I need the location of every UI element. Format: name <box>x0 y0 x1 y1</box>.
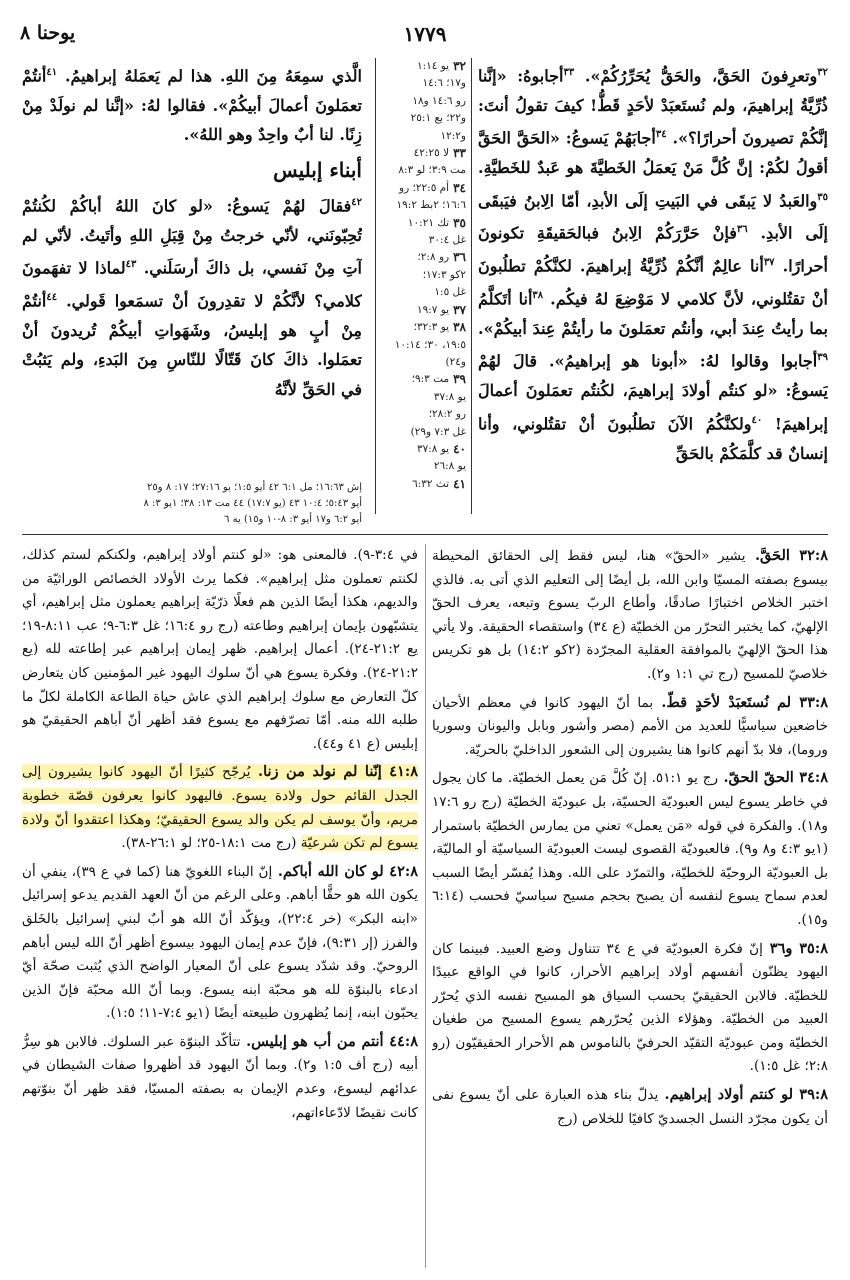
scripture-column-right <box>478 58 828 528</box>
commentary-label: ٣٢:٨ الحَقَّ. <box>745 547 828 564</box>
cross-reference-text: غل ١:٥ <box>434 286 466 299</box>
cross-reference-line <box>380 145 466 162</box>
scripture-text-right <box>478 58 828 468</box>
cross-reference-verse-number: ٣٣ <box>453 146 466 161</box>
cross-reference-text: غل ٧:٣ و٢٩) <box>410 425 466 438</box>
verse-text: أجابوهُ: «إنَّنا ذُرِّيَّةُ إبراهيمَ، ولم نُستَعبَدْ لأحَدٍ قَطُّ! كيفَ تقولُ أنتَ: إنَّكُمْ تصيرونَ أحرارًا؟». <box>478 66 828 148</box>
commentary-text: إنّ البناء اللغويّ هنا (كما في ع ٣٩)، ينفي أن يكون الله هو حقًّا أباهم. وعلى الرغم من أنّ العهد القديم يدعو إسرائيل «ابنه البكر» (خر ٢٢:٤)، ويؤكّد أنّ الله هو أبٌ لبني إسرائيل بالخَلق والفرز (إر ٩:٣١)، فإنّ عدم إيمان اليهود بيسوع أظهر أنّ الله ليس أباهم الروحيّ. وقد شدّد يسوع على أنّ المعيار الواضح الذي يُثبت صحّة أيّ ادعاء بالبنوّة لله هو محبّة ابنه يسوع. وبما أنّ الله محبّة فإنّ الذين يحبّون ابنه، إنما يُظهرون طبيعته أيضًا (١يو ٧:٤-١١؛ ١:٥). <box>22 863 418 1022</box>
scripture-block <box>22 58 828 528</box>
page-header <box>20 22 830 52</box>
cross-reference-line <box>380 93 466 110</box>
commentary-paragraph <box>22 760 418 855</box>
footnote-line: أيو ٦:٢ و١٧ أيو ٣: ٨-١٠ و١٥) يه ٦ <box>224 514 362 525</box>
cross-reference-text: رو ٢٨:٢؛ <box>428 408 466 421</box>
cross-reference-line <box>380 215 466 232</box>
footnote-line: إش ١٦:٦٣؛ مل ٦:١ ٤٢ أيو ١:٥؛ يو ٢٧:١٦؛ ١٧: ٨ و٢٥ <box>147 482 362 493</box>
cross-reference-text: يو ١:١٤ <box>416 60 450 72</box>
verse-number: ٤١ <box>46 67 58 78</box>
cross-reference-text: ١٦:٦؛ ٢بط ١٩:٢ <box>396 199 466 212</box>
cross-reference-text: تك ١٠:٢١ <box>407 216 450 229</box>
cross-reference-text: و٢٢؛ يع ٢٥:١ <box>410 112 466 125</box>
cross-reference-text: و١٧؛ ١٤:٦ <box>422 77 466 90</box>
scripture-text-left <box>22 58 362 150</box>
commentary-paragraph <box>432 1083 828 1131</box>
footnote-line: أيو ٥:٤٣؛ ١٠:٤ ٤٣ (يو ١٧:٧) ٤٤ مت ١٣: ٣٨؛ ١يو ٣: ٨ <box>143 498 362 509</box>
cross-reference-text: تث ٦:٣٢ <box>412 477 450 490</box>
commentary-paragraph <box>22 544 418 756</box>
column-divider <box>375 58 376 514</box>
verse-text: فقالَ لهُمْ يَسوعُ: «لو كانَ اللهُ أباكُمْ لكُنتُمْ تُحِبّونَني، لأنّي خرجتُ مِنْ قِبَلِ اللهِ وأتَيتُ. لأنّي لم آتِ مِنْ نَفسي، بل ذاكَ أرسَلَني. <box>22 196 362 278</box>
verse-number: ٣٣ <box>563 67 575 78</box>
verse-text: أنتُمْ تعمَلونَ أعمالَ أبيكُمْ». فقالوا لهُ: «إنَّنا لم نولَدْ مِنْ زِنًا. لنا أبٌ واحِدٌ وهو اللهُ». <box>22 66 362 145</box>
cross-reference-verse-number: ٣٩ <box>453 372 466 387</box>
cross-reference-text: و١٢:٢ <box>440 129 466 142</box>
cross-reference-text: مت ٣:٩؛ لو ٨:٣ <box>398 164 466 177</box>
commentary-label: ٣٩:٨ لو كنتم أولاد إبراهيم. <box>658 1086 828 1104</box>
commentary-label: ٤١:٨ إنّنا لم نولد من زنا. <box>250 763 418 781</box>
cross-reference-verse-number: ٣٤ <box>453 180 466 195</box>
commentary-text: بما أنّ اليهود كانوا في معظم الأحيان خاضعين سياسيًّا للعديد من الأمم (مصر وأشور وبابل واليونان وسوريا وروما)، فلا بدّ أنهم كانوا هنا يشيرون إلى الشعور الداخليّ بالحريّة. <box>432 694 828 758</box>
cross-reference-line <box>380 371 466 388</box>
column-divider <box>471 58 472 514</box>
verse-number: ٣٦ <box>736 224 748 236</box>
cross-reference-line <box>380 389 466 406</box>
cross-reference-line <box>380 337 466 354</box>
cross-reference-text: و٢٤) <box>445 355 466 368</box>
verse-text: أنا أتَكلَّمُ بما رأيتُ عِندَ أبي، وأنتُم تعمَلونَ ما رأيتُمْ عِندَ أبيكُمْ». <box>478 289 828 338</box>
section-divider <box>22 534 828 535</box>
cross-reference-line <box>380 406 466 423</box>
cross-reference-text: غل ٣٠:٤ <box>428 234 466 247</box>
commentary-text: يشير «الحقّ» هنا، ليس فقط إلى الحقائق المحيطة بيسوع بصفته المسيّا وابن الله، بل أيضًا إلى التعليم الذي أتى به. فالذي اختبر الخلاص اختبارًا صادقًا، وأطاع الربّ يسوع وتبعه، يعرف الحقّ الإلهيّ، كما يختبر التحرّر من الخطيّة (ع ٣٤) واستقصاء الحقيقة. ولا يأتي هذا الحقّ الإلهيّ بالموافقة العقلية المجرّدة (٢كو ١٤:٢) بل هو تكريس خلاصيّ للمسيح (رج تي ١:١ و٢). <box>432 548 828 682</box>
section-heading: أبناء إبليس <box>273 157 362 182</box>
cross-reference-line <box>380 302 466 319</box>
verse-number: ٤٤ <box>46 291 58 303</box>
book-chapter-label: يوحنا ٨ <box>20 22 76 44</box>
commentary-column-left <box>22 544 418 1268</box>
commentary-label: ٣٤:٨ الحقّ الحقّ. <box>718 769 828 787</box>
scripture-text-left-2 <box>22 188 362 404</box>
commentary-label: ٣٣:٨ لم نُستَعبَدْ لأحَدٍ قطّ. <box>653 693 828 711</box>
commentary-text: تتأكّد البنوّة عبر السلوك. فالابن هو سِرُّ أبيه (رج أف ١:٥ و٢). وبما أنّ اليهود قد أظهروا صفات الشيطان في عدائهم ليسوع، وعدم الإيمان به بصفته المسيّا، فقد ظهر أنّ بنوّتهم كانت نقيضًا لادّعاءاتهم، <box>22 1033 418 1121</box>
commentary-paragraph <box>22 860 418 1026</box>
cross-reference-verse-number: ٣٧ <box>453 302 466 317</box>
verse-number: ٣٨ <box>532 290 544 302</box>
commentary-text: إنّ فكرة العبوديّة في ع ٣٤ تتناول وضع العبيد. فبينما كان اليهود يظنّون أنفسهم أولاد إبراهيم الأحرار، كانوا في الواقع عبيدًا للخطيّة. فالابن الحقيقيّ بحسب السياق هو المسيح نفسه الذي يُحرّر العبيد من الخطيّة. وهؤلاء الذين يُحرّرهم يسوع المسيح من طغيان الخطيّة ومن عبوديّة التقيّد الحرفيّ بالناموس هم الأحرار الحقيقيّون (رو ٢:٨؛ غل ١:٥). <box>432 940 828 1075</box>
cross-reference-line <box>380 267 466 284</box>
cross-reference-text: لا ٤٢:٢٥ <box>413 147 450 160</box>
cross-reference-text: رو ١٤:٦ و١٨ <box>412 94 466 107</box>
cross-reference-text: مت ٩:٣؛ <box>411 373 450 386</box>
verse-text: لماذا لا تفهَمونَ كلامي؟ لأنَّكُمْ لا تقدِرونَ أنْ تسمَعوا قَولي. <box>22 258 362 311</box>
cross-reference-line <box>380 232 466 249</box>
cross-reference-line <box>380 110 466 127</box>
cross-reference-text: رو ٢:٨؛ <box>417 251 450 264</box>
commentary-text: يدلّ بناء هذه العبارة على أنّ يسوع نفى أن يكون مجرّد النسل الجسديّ كافيًا للخلاص (رج <box>432 1087 828 1127</box>
verse-text: أجابَهُمْ يَسوعُ: «الحَقَّ الحَقَّ أقولُ لكُمْ: إنَّ كُلَّ مَنْ يَعمَلُ الخَطيَّةَ هو عَبدٌ للخَطيَّةِ. <box>478 128 828 178</box>
cross-reference-verse-number: ٤١ <box>453 476 466 491</box>
cross-reference-line <box>380 197 466 214</box>
verse-number: ٤٣ <box>125 259 137 271</box>
commentary-paragraph <box>22 1030 418 1125</box>
cross-reference-text: يو ٣٧:٨ <box>433 390 466 403</box>
verse-number: ٣٧ <box>763 257 775 269</box>
verse-text: وتعرِفونَ الحَقَّ، والحَقُّ يُحَرِّرُكُمْ». <box>584 66 818 86</box>
commentary-text: يُرجّح كثيرًا أنّ اليهود كانوا يشيرون إلى الجدل القائم حول ولادة يسوع. فاليهود كانوا يعرفون قصّة خطوبة مريم، وأنّ يوسف لم يكن والد يسوع الحقيقيّ؛ وهكذا اعتقدوا أنّ ولادة يسوع لم تكن شرعيّة <box>22 764 418 852</box>
verse-number: ٣٥ <box>817 191 828 203</box>
commentary-paragraph <box>432 766 828 932</box>
commentary-paragraph <box>432 937 828 1080</box>
commentary-paragraph <box>432 544 828 687</box>
cross-reference-text: ١٩:٥، ٣٠؛ ١٠:١٤ <box>394 338 466 351</box>
verse-number: ٤٠ <box>751 414 763 426</box>
cross-reference-line <box>380 75 466 92</box>
verse-text: فإنْ حَرَّرَكُمْ الِابنُ فبالحَقيقَةِ تكونونَ أحرارًا. <box>478 223 828 276</box>
page-number: ١٧٧٩ <box>403 22 447 46</box>
cross-reference-text: يو ٣٧:٨ <box>416 442 450 455</box>
verse-text: أنتُمْ مِنْ أبٍ هو إبليسُ، وشَهَواتِ أبيكُمْ تُريدونَ أنْ تعمَلوا. ذاكَ كانَ قَتّالًا للنّاسِ مِنَ البَدءِ، ولم يَثبُتْ في الحَقِّ لأنَّهُ <box>22 291 362 399</box>
cross-reference-text: يو ٢٦:٨ <box>433 460 466 473</box>
commentary-label: ٤٤:٨ أنتم من أب هو إبليس. <box>240 1032 418 1050</box>
cross-reference-line <box>380 319 466 336</box>
commentary-text-tail: (رج مت ١٨:١-٢٥؛ لو ٢٦:١-٣٨). <box>121 835 301 852</box>
verse-text: أجابوا وقالوا لهُ: «أبونا هو إبراهيمُ». قالَ لهُمْ يَسوعُ: «لو كنتُم أولادَ إبراهيمَ، لكُنتُم تعمَلونَ أعمالَ إبراهيمَ! <box>478 351 828 434</box>
cross-reference-verse-number: ٤٠ <box>453 441 466 456</box>
verse-text: والعَبدُ لا يَبقَى في البَيتِ إلَى الأبدِ، أمّا الِابنُ فيَبقَى إلَى الأبدِ. <box>478 190 828 243</box>
cross-reference-line <box>380 162 466 179</box>
cross-reference-line <box>380 424 466 441</box>
commentary-paragraph <box>432 691 828 763</box>
cross-reference-line <box>380 249 466 266</box>
cross-reference-line <box>380 441 466 458</box>
cross-reference-verse-number: ٣٢ <box>453 59 466 73</box>
cross-reference-text: ٢كو ١٧:٣؛ <box>422 268 466 281</box>
cross-reference-text: أم ٢٢:٥؛ رو <box>399 181 450 194</box>
verse-number: ٣٩ <box>817 352 828 364</box>
cross-reference-line <box>380 476 466 493</box>
cross-reference-verse-number: ٣٦ <box>453 250 466 265</box>
cross-reference-column <box>380 58 466 528</box>
cross-reference-text: يو ٣٢:٣؛ <box>413 321 450 334</box>
cross-reference-line <box>380 180 466 197</box>
cross-reference-verse-number: ٣٥ <box>453 215 466 230</box>
verse-number: ٣٤ <box>655 129 667 141</box>
scripture-column-left <box>22 58 362 528</box>
cross-reference-line <box>380 458 466 475</box>
cross-reference-line <box>380 58 466 75</box>
verse-number: ٤٢ <box>351 196 362 208</box>
cross-reference-text: يو ١٩:٧ <box>416 303 450 316</box>
commentary-block <box>22 544 828 1268</box>
commentary-label: ٤٢:٨ لو كان الله أباكم. <box>272 862 418 880</box>
verse-text: أنا عالِمٌ أنَّكُمْ ذُرِّيَّةُ إبراهيمَ. لكنَّكُمْ تطلُبونَ أنْ تقتُلوني، لأنَّ كلامي لا مَوْضِعَ لهُ فيكُم. <box>478 256 828 309</box>
cross-reference-line <box>380 354 466 371</box>
verse-number: ٣٢ <box>817 67 828 78</box>
commentary-text: رج يو ٥١:١. إنّ كُلَّ مَن يعمل الخطيّة. ما كان يجول في خاطر يسوع ليس العبوديّة الحسيّة، بل عبوديّة الخطيّة (رج رو ١٧:٦ و١٨). والفكرة في قوله «مَن يعمل» تعني من يمارس الخطيّة باستمرار (١يو ٤:٣ و٨ و٩). فالعبوديّة القصوى ليست العبوديّة السياسيّة أو الماليّة، بل العبوديّة الروحيّة للخطيّة، والتمرّد على الله. وهذا يُفسّر أيضًا السبب لعدم سماح يسوع لنفسه أن يصبح بحجم مسيح سياسيّ فحسب (٦:١٤ و١٥). <box>432 770 828 928</box>
cross-reference-verse-number: ٣٨ <box>453 320 466 335</box>
cross-reference-line <box>380 284 466 301</box>
cross-reference-line <box>380 128 466 145</box>
verse-text: ولكنَّكُمُ الآنَ تطلُبونَ أنْ تقتُلوني، وأنا إنسانٌ قد كلَّمَكُمْ بالحَقِّ <box>478 414 828 463</box>
footnote-cross-references <box>22 480 362 528</box>
commentary-divider <box>425 544 426 1268</box>
commentary-column-right <box>432 544 828 1268</box>
commentary-label: ٣٥:٨ و٣٦ <box>762 939 828 957</box>
verse-text: الَّذي سمِعَهُ مِنَ اللهِ. هذا لم يَعمَلهُ إبراهيمُ. <box>64 66 362 86</box>
commentary-text: في ٣:٤-٩). فالمعنى هو: «لو كنتم أولاد إبراهيم، ولكنكم لستم كذلك، لكنتم تعملون مثل إبراهيم». فكما يرث الأولاد الخصائص الوراثيّة من والديهم، هكذا أيضًا الذين هم فعلًا ذرّيّة إبراهيم يعملون مثل إبراهيم، أي يتشبّهون بإيمان إبراهيم وطاعته (رج رو ١٦:٤؛ غل ٦:٣-٩؛ عب ٨:١١-١٩؛ يع ٢١:٢-٢٤). أعمال إبراهيم. ظهر إيمان إبراهيم عبر إطاعته لله (يع ٢١:٢-٢٤). وفكرة يسوع هي أنّ سلوك اليهود غير المؤمنين كان يتعارض كلّ التعارض مع سلوك إبراهيم الذي عاش حياة الطاعة الكاملة لكلّ ما طلبه الله منه. أمّا تصرّفهم مع يسوع فقد أظهر أنّ أباهم الحقيقيّ هو إبليس (ع ٤١ و٤٤). <box>22 547 418 752</box>
